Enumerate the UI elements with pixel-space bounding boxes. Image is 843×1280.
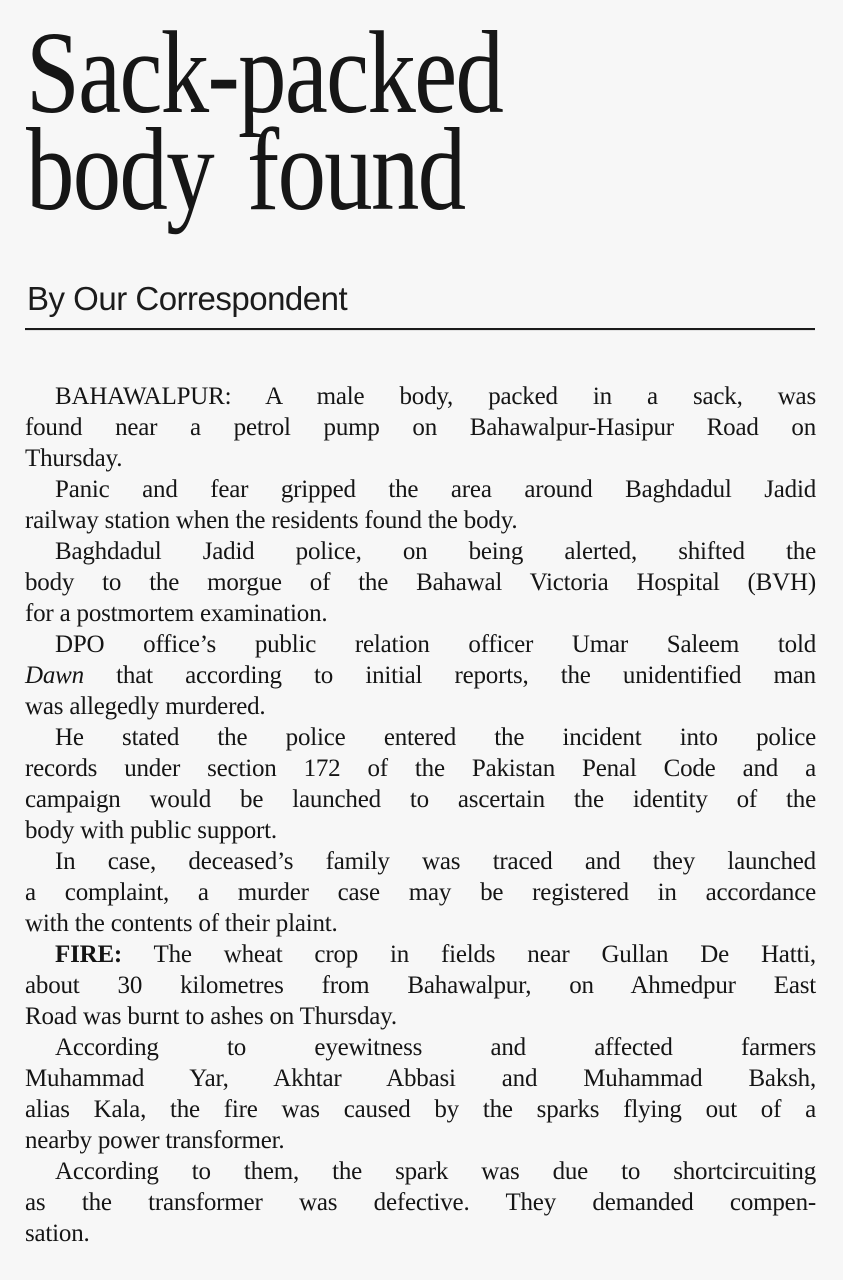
text-segment: found near a petrol pump on Bahawalpur-Hasipur Road on <box>25 414 816 441</box>
article-line <box>25 846 816 877</box>
text-segment: campaign would be launched to ascertain the identity of the <box>25 786 816 813</box>
article-line <box>25 598 816 629</box>
article-line <box>25 1218 816 1249</box>
article-line <box>25 505 816 536</box>
article-line <box>25 722 816 753</box>
text-segment: that according to initial reports, the unidentified man <box>83 662 816 689</box>
article-line <box>25 753 816 784</box>
article-line <box>25 691 816 722</box>
text-segment: records under section 172 of the Pakistan Penal Code and a <box>25 755 816 782</box>
article-line <box>25 1063 816 1094</box>
headline-line-2: body found <box>26 104 465 235</box>
article-line <box>25 1094 816 1125</box>
text-segment: alias Kala, the fire was caused by the sparks flying out of a <box>25 1096 816 1123</box>
headline-line-1: Sack-packed <box>26 7 503 138</box>
article-line <box>25 567 816 598</box>
text-segment: BAHAWALPUR: A male body, packed in a sack, was <box>55 383 816 410</box>
article-line <box>25 412 816 443</box>
article-line <box>25 970 816 1001</box>
article-line <box>25 908 816 939</box>
article-line <box>25 939 816 970</box>
text-segment: a complaint, a murder case may be registered in accordance <box>25 879 816 906</box>
text-segment: with the contents of their plaint. <box>25 910 338 937</box>
article-body <box>25 381 816 1249</box>
article-line <box>25 1032 816 1063</box>
article-line <box>25 381 816 412</box>
text-segment: body with public support. <box>25 817 277 844</box>
article-byline: By Our Correspondent <box>27 280 348 317</box>
article-line <box>25 474 816 505</box>
text-segment: DPO office’s public relation officer Umar Saleem told <box>55 631 816 658</box>
article-line <box>25 629 816 660</box>
text-segment: about 30 kilometres from Bahawalpur, on Ahmedpur East <box>25 972 816 999</box>
text-segment: In case, deceased’s family was traced and they launched <box>55 848 816 875</box>
text-segment: According to them, the spark was due to shortcircuiting <box>55 1158 816 1185</box>
text-segment: for a postmortem examination. <box>25 600 328 627</box>
section-lead-label: FIRE: <box>55 941 123 968</box>
text-segment: Muhammad Yar, Akhtar Abbasi and Muhammad Baksh, <box>25 1065 816 1092</box>
article-line <box>25 536 816 567</box>
text-segment: Baghdadul Jadid police, on being alerted, shifted the <box>55 538 816 565</box>
text-segment: He stated the police entered the incident into police <box>55 724 816 751</box>
publication-name: Dawn <box>25 662 84 689</box>
article-line <box>25 815 816 846</box>
article-line <box>25 1156 816 1187</box>
article-line <box>25 1001 816 1032</box>
article-line <box>25 784 816 815</box>
article-line <box>25 660 816 691</box>
text-segment: According to eyewitness and affected farmers <box>55 1034 816 1061</box>
text-segment: Panic and fear gripped the area around Baghdadul Jadid <box>55 476 816 503</box>
text-segment: Road was burnt to ashes on Thursday. <box>25 1003 397 1030</box>
text-segment: Thursday. <box>25 445 123 472</box>
text-segment: nearby power transformer. <box>25 1127 285 1154</box>
article-line <box>25 1125 816 1156</box>
text-segment: sation. <box>25 1220 90 1247</box>
article-line <box>25 1187 816 1218</box>
text-segment: was allegedly murdered. <box>25 693 266 720</box>
text-segment: railway station when the residents found the body. <box>25 507 518 534</box>
article-line <box>25 877 816 908</box>
text-segment: as the transformer was defective. They demanded compen- <box>25 1189 816 1216</box>
text-segment: The wheat crop in fields near Gullan De Hatti, <box>122 941 816 968</box>
byline-divider-rule <box>25 328 815 331</box>
article-headline <box>26 7 503 235</box>
text-segment: body to the morgue of the Bahawal Victoria Hospital (BVH) <box>25 569 816 596</box>
article-line <box>25 443 816 474</box>
